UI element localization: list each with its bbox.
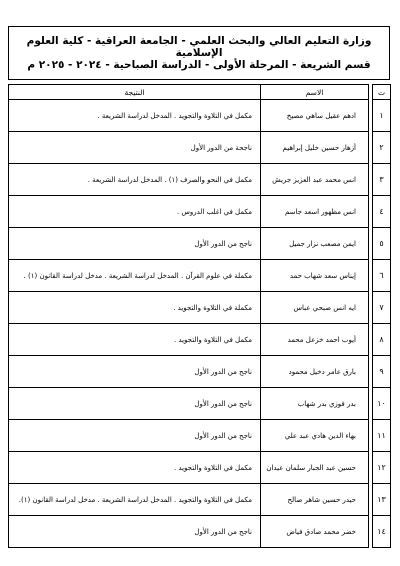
table-row (9, 452, 391, 484)
student-name: انس محمد عبد العزيز جريش (261, 164, 369, 196)
row-number: ٣ (373, 164, 391, 196)
student-result: مكملة في علوم القرآن . المدخل لدراسة الشريعة . مدخل لدراسة القانون (١) . (9, 260, 261, 292)
table-row (9, 356, 391, 388)
row-gap (369, 228, 373, 260)
table-row (9, 420, 391, 452)
student-name: ادهم عقيل ساهي مصيخ (261, 100, 369, 132)
row-number: ٥ (373, 228, 391, 260)
column-header-name: الاسم (261, 85, 369, 100)
header-frame (8, 26, 390, 80)
student-name: أيوب احمد خزعل محمد (261, 324, 369, 356)
student-result: مكمل في التلاوة والتجويد . (9, 452, 261, 484)
table-row (9, 260, 391, 292)
student-name: بارق عامر دخيل محمود (261, 356, 369, 388)
student-name: ايمن مصعب نزار جميل (261, 228, 369, 260)
student-name: أزهار حسين خليل إبراهيم (261, 132, 369, 164)
table-row (9, 516, 391, 548)
student-name: ايه انس صبحي عباس (261, 292, 369, 324)
student-result: ناجح من الدور الأول (9, 356, 261, 388)
table-row (9, 196, 391, 228)
table-row (9, 292, 391, 324)
student-result: مكمل في اغلب الدروس . (9, 196, 261, 228)
student-name: حسين عبد الجبار سلمان عيدان (261, 452, 369, 484)
table-header-row (9, 85, 391, 100)
student-result: ناجح من الدور الأول (9, 420, 261, 452)
row-gap (369, 100, 373, 132)
student-result: مكمل في التلاوة والتجويد . (9, 324, 261, 356)
student-name: حيدر حسين شاهر صالح (261, 484, 369, 516)
table-row (9, 132, 391, 164)
table-row (9, 164, 391, 196)
student-result: مكمل في النحو والصرف (١) . المدخل لدراسة الشريعة . (9, 164, 261, 196)
row-gap (369, 292, 373, 324)
table-row (9, 100, 391, 132)
table-row (9, 388, 391, 420)
row-gap (369, 420, 373, 452)
table-row (9, 228, 391, 260)
row-number: ١١ (373, 420, 391, 452)
row-number: ١ (373, 100, 391, 132)
row-gap (369, 196, 373, 228)
student-result: مكملة في التلاوة والتجويد . (9, 292, 261, 324)
row-number: ٤ (373, 196, 391, 228)
student-result: ناجح من الدور الأول (9, 516, 261, 548)
student-name: انس مظهور اسعد جاسم (261, 196, 369, 228)
row-gap (369, 164, 373, 196)
student-result: ناجح من الدور الأول (9, 228, 261, 260)
results-table (8, 84, 391, 548)
student-name: بدر فوزي بدر شهاب (261, 388, 369, 420)
student-name: خضر محمد صادق فياض (261, 516, 369, 548)
row-gap (369, 324, 373, 356)
row-number: ١٤ (373, 516, 391, 548)
row-gap (369, 388, 373, 420)
student-result: مكمل في التلاوة والتجويد . المدخل لدراسة الشريعة . (9, 100, 261, 132)
row-number: ٦ (373, 260, 391, 292)
student-result: مكمل في التلاوة والتجويد . المدخل لدراسة الشريعة . مدخل لدراسة القانون (١). (9, 484, 261, 516)
row-number: ١٠ (373, 388, 391, 420)
table-row (9, 324, 391, 356)
department-title: قسم الشريعة - المرحلة الأولى - الدراسة الصباحية - ٢٠٢٤ - ٢٠٢٥ م (27, 59, 371, 71)
row-gap (369, 356, 373, 388)
column-header-num: ت (373, 85, 391, 100)
row-number: ٢ (373, 132, 391, 164)
table-body (9, 100, 391, 548)
row-number: ١٣ (373, 484, 391, 516)
row-gap (369, 132, 373, 164)
row-gap (369, 452, 373, 484)
ministry-title: وزارة التعليم العالي والبحث العلمي - الجامعة العراقية - كلية العلوم الإسلامية (26, 35, 372, 59)
student-name: بهاء الدين هادي عبد علي (261, 420, 369, 452)
column-gap (369, 85, 373, 100)
row-number: ٩ (373, 356, 391, 388)
row-number: ٨ (373, 324, 391, 356)
row-number: ١٢ (373, 452, 391, 484)
student-name: إيناس سعد شهاب حمد (261, 260, 369, 292)
student-result: ناجح من الدور الأول (9, 388, 261, 420)
row-number: ٧ (373, 292, 391, 324)
row-gap (369, 260, 373, 292)
row-gap (369, 516, 373, 548)
student-result: ناجحة من الدور الأول (9, 132, 261, 164)
table-row (9, 484, 391, 516)
row-gap (369, 484, 373, 516)
column-header-result: النتيجة (9, 85, 261, 100)
